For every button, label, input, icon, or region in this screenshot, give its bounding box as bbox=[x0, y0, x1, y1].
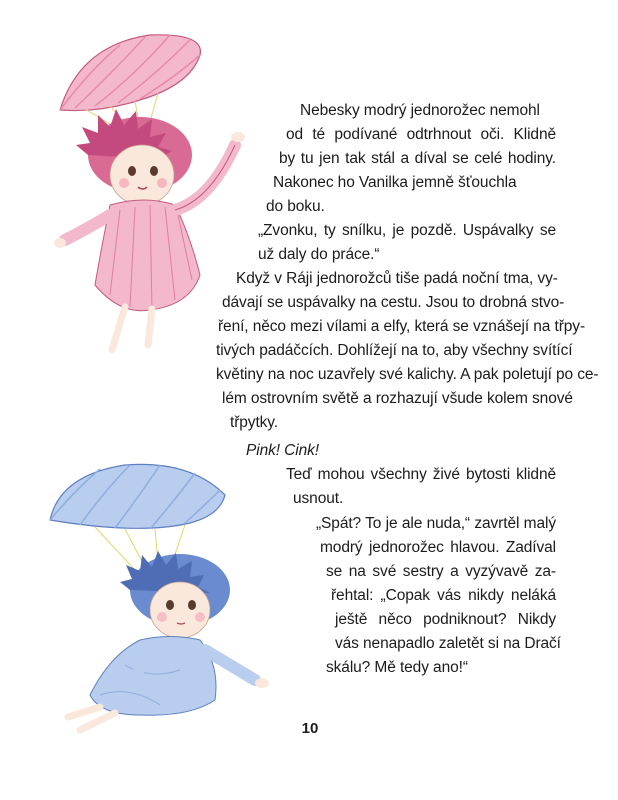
text-line: řehtal: „Copak vás nikdy neláká bbox=[331, 587, 556, 604]
pink-fairy-face-icon bbox=[110, 145, 174, 205]
text-line: tivých padáčcích. Dohlížejí na to, aby všechny svítící bbox=[216, 342, 573, 359]
text-line: Když v Ráji jednorožců tiše padá noční tma, vy- bbox=[236, 270, 558, 287]
text-line: Nakonec ho Vanilka jemně šťouchla bbox=[273, 174, 517, 191]
page-number: 10 bbox=[301, 720, 319, 737]
text-line: modrý jednorožec hlavou. Zadíval bbox=[320, 539, 556, 556]
text-line: by tu jen tak stál a díval se celé hodiny. bbox=[279, 150, 556, 167]
text-line: Nebesky modrý jednorožec nemohl bbox=[300, 102, 540, 119]
text-line: už daly do práce.“ bbox=[258, 246, 380, 263]
text-line: Teď mohou všechny živé bytosti klidně bbox=[286, 466, 556, 483]
text-line: třpytky. bbox=[230, 414, 279, 431]
text-line: usnout. bbox=[293, 490, 344, 507]
text-line: se na své sestry a vyzývavě za- bbox=[326, 563, 556, 580]
text-line-italic: Pink! Cink! bbox=[246, 442, 319, 459]
blue-parachute-icon bbox=[50, 464, 225, 570]
text-line: skálu? Mě tedy ano!“ bbox=[326, 659, 468, 676]
text-line: ření, něco mezi vílami a elfy, která se vznášejí na třpy- bbox=[218, 318, 586, 335]
text-line: lém ostrovním světě a rozhazují všude kolem snové bbox=[222, 390, 573, 407]
text-line: „Spát? To je ale nuda,“ zavrtěl malý bbox=[316, 515, 556, 532]
blue-dress-icon bbox=[90, 637, 216, 716]
text-line: dávají se uspávalky na cestu. Jsou to drobná stvo- bbox=[222, 294, 565, 311]
blue-fairy-face-icon bbox=[150, 582, 210, 638]
text-line: „Zvonku, ty snílku, je pozdě. Uspávalky se bbox=[258, 222, 556, 239]
text-line: od té podívané odtrhnout oči. Klidně bbox=[286, 126, 556, 143]
text-line: do boku. bbox=[266, 198, 325, 215]
text-line: květiny na noc uzavřely své kalichy. A pak poletují po ce- bbox=[216, 366, 599, 383]
blue-fairy-illustration bbox=[40, 455, 280, 745]
text-line: ještě něco podniknout? Nikdy bbox=[335, 611, 556, 628]
text-line: vás nenapadlo zaletět si na Dračí bbox=[335, 635, 561, 652]
